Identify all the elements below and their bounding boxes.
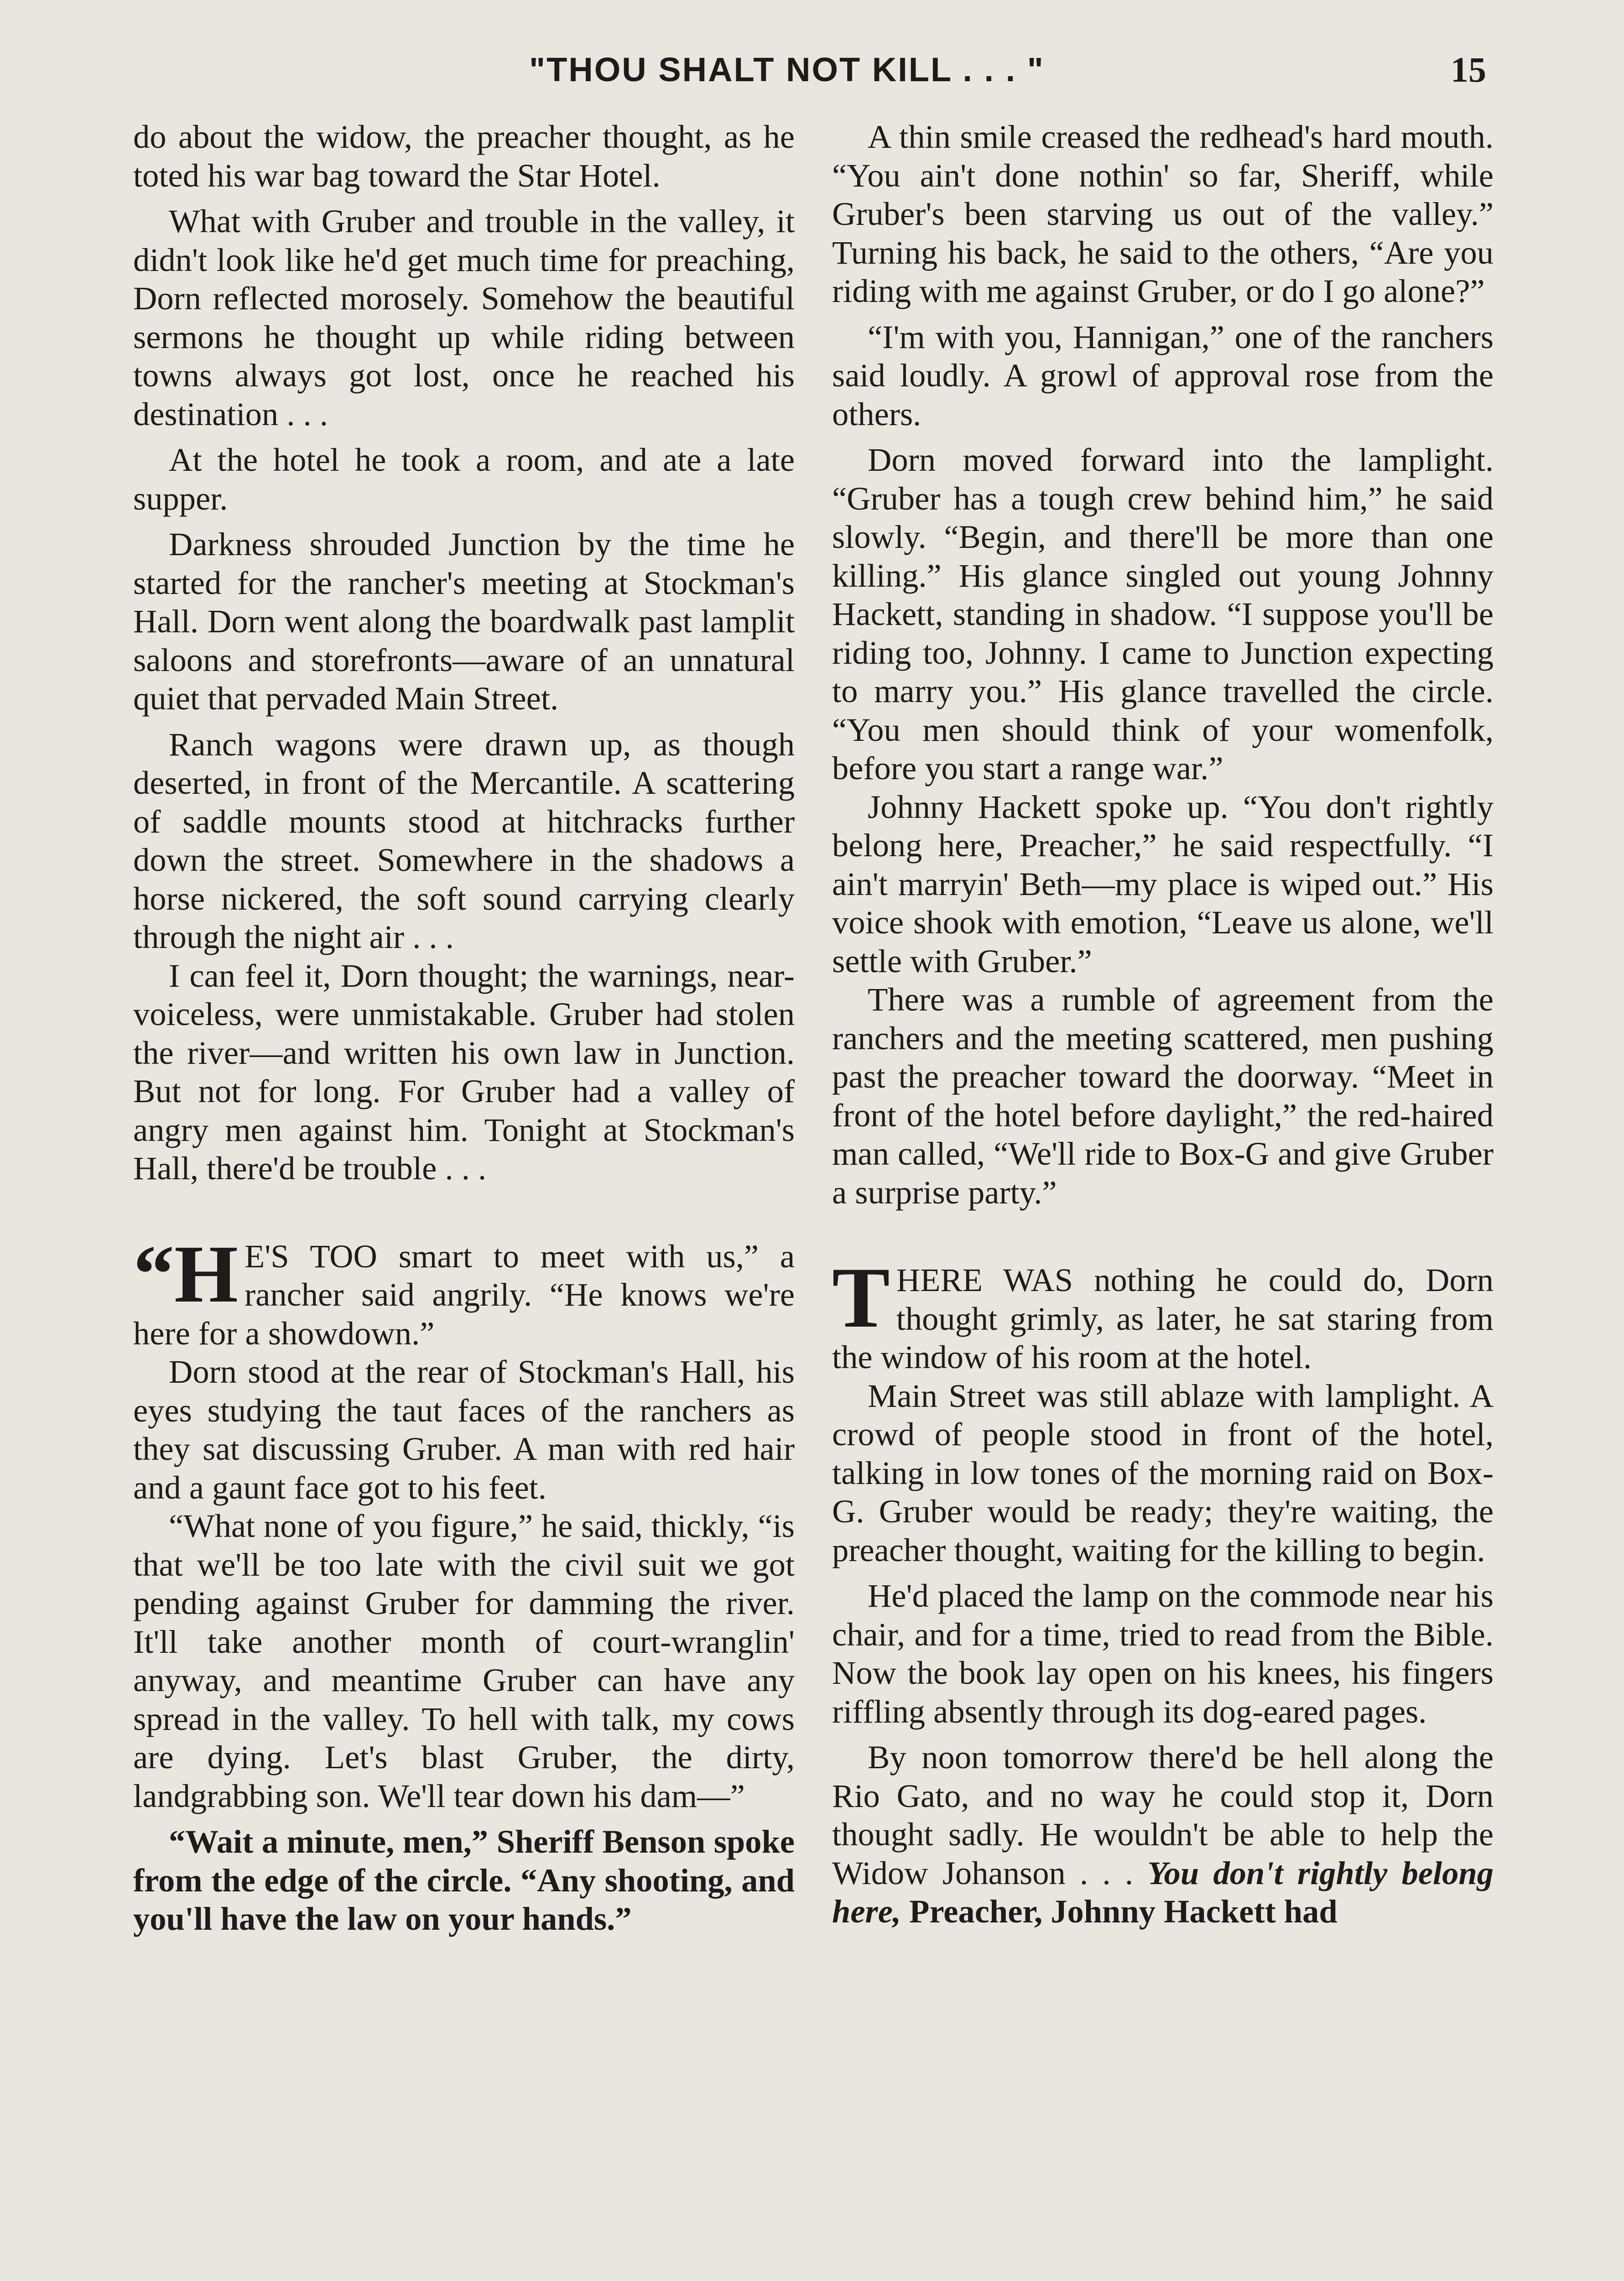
section-break xyxy=(832,1219,1494,1261)
paragraph: Johnny Hackett spoke up. “You don't rightly belong here, Preacher,” he said respectfully. “I ain't marryin' Beth—my place is wiped out.” His voice shook with emotion, “Leave us alone, we'll settle with Gruber.” xyxy=(832,788,1494,979)
section-lead-text: HERE WAS nothing he could do, Dorn thought grimly, as later, he sat staring from the window of his room at the hotel. xyxy=(832,1261,1494,1375)
paragraph: He'd placed the lamp on the commode near his chair, and for a time, tried to read from the Bible. Now the book lay open on his knees, his fingers riffling absently through its dog-eared pages. xyxy=(832,1577,1494,1730)
page-header xyxy=(0,46,1624,100)
running-title: "THOU SHALT NOT KILL . . . " xyxy=(529,51,1045,89)
section-lead-text: E'S TOO smart to meet with us,” a rancher said angrily. “He knows we're here for a showdown.” xyxy=(133,1237,795,1352)
paragraph: Dorn moved forward into the lamplight. “Gruber has a tough crew behind him,” he said slowly. “Begin, and there'll be more than one killing.” His glance singled out young Johnny Hackett, standing in shadow. “I suppose you'll be riding too, Johnny. I came to Junction expecting to marry you.” His glance travelled the circle. “You men should think of your womenfolk, before you start a range war.” xyxy=(832,441,1494,786)
paragraph: What with Gruber and trouble in the valley, it didn't look like he'd get much time for preaching, Dorn reflected morosely. Somehow the beautiful sermons he thought up while riding between towns always got lost, once he reached his destination . . . xyxy=(133,203,795,432)
paragraph: Darkness shrouded Junction by the time he started for the rancher's meeting at Stockman's Hall. Dorn went along the boardwalk past lamplit saloons and storefronts—aware of an unnatural quiet that pervaded Main Street. xyxy=(133,526,795,717)
paragraph: Main Street was still ablaze with lamplight. A crowd of people stood in front of the hotel, talking in low tones of the morning raid on Box-G. Gruber would be ready; they're waiting, the preacher thought, waiting for the killing to begin. xyxy=(832,1377,1494,1568)
paragraph: do about the widow, the preacher thought, as he toted his war bag toward the Star Hotel. xyxy=(133,118,795,194)
paragraph-text-end: Preacher, Johnny Hackett had xyxy=(901,1893,1338,1930)
drop-cap: “H xyxy=(133,1228,239,1319)
paragraph xyxy=(832,1738,1494,1931)
paragraph: “I'm with you, Hannigan,” one of the ranchers said loudly. A growl of approval rose from the others. xyxy=(832,318,1494,432)
section-opening-paragraph xyxy=(832,1250,1494,1377)
drop-cap: T xyxy=(832,1250,890,1346)
paragraph: Dorn stood at the rear of Stockman's Hall, his eyes studying the taut faces of the ranchers as they sat discussing Gruber. A man with red hair and a gaunt face got to his feet. xyxy=(133,1353,795,1506)
paragraph: “What none of you figure,” he said, thickly, “is that we'll be too late with the civil suit we got pending against Gruber for damming the river. It'll take another month of court-wranglin' anyway, and meantime Gruber can have any spread in the valley. To hell with talk, my cows are dying. Let's blast Gruber, the dirty, landgrabbing son. We'll tear down his dam—” xyxy=(133,1507,795,1814)
right-column xyxy=(832,118,1494,1938)
paragraph: A thin smile creased the redhead's hard mouth. “You ain't done nothin' so far, Sheriff, while Gruber's been starving us out of the valley.” Turning his back, he said to the others, “Are you riding with me against Gruber, or do I go alone?” xyxy=(832,118,1494,309)
italic-quote: You don't rightly belong here, xyxy=(832,1854,1494,1930)
paragraph: At the hotel he took a room, and ate a late supper. xyxy=(133,441,795,517)
left-column xyxy=(133,118,795,1946)
page-number: 15 xyxy=(1451,50,1486,89)
section-opening-paragraph xyxy=(133,1228,795,1353)
paragraph: There was a rumble of agreement from the ranchers and the meeting scattered, men pushing past the preacher toward the doorway. “Meet in front of the hotel before daylight,” the red-haired man called, “We'll ride to Box-G and give Gruber a surprise party.” xyxy=(832,981,1494,1211)
paragraph-text: By noon tomorrow there'd be hell along the Rio Gato, and no way he could stop it, Dorn thought sadly. He wouldn't be able to help the Widow Johanson . . . xyxy=(832,1739,1494,1891)
paragraph: “Wait a minute, men,” Sheriff Benson spoke from the edge of the circle. “Any shooting, and you'll have the law on your hands.” xyxy=(133,1823,795,1937)
paragraph: Ranch wagons were drawn up, as though deserted, in front of the Mercantile. A scattering of saddle mounts stood at hitchracks further down the street. Somewhere in the shadows a horse nickered, the soft sound carrying clearly through the night air . . . xyxy=(133,725,795,955)
paragraph: I can feel it, Dorn thought; the warnings, near-voiceless, were unmistakable. Gruber had stolen the river—and written his own law in Junction. But not for long. For Gruber had a valley of angry men against him. Tonight at Stockman's Hall, there'd be trouble . . . xyxy=(133,957,795,1187)
